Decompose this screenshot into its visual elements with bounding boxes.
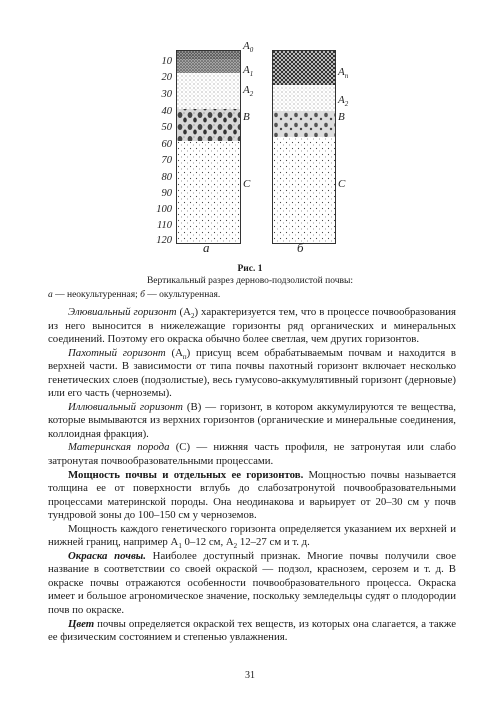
paragraph-horizon-thickness: Мощность каждого генетического горизонта определяется указанием их верхней и нижней границ, например $А_1$ 0–12 см, $А_2$ 12–27 см и т. д.	[48, 522, 456, 551]
paragraph-thickness: Мощность почвы и отдельных ее горизонтов. Мощностью почвы называется толщина ее от поверхности вглубь до слабозатронутой почвообразовательными процессами материнской породы. Она неодинакова и варьирует от 20–30 см у почв тундровой зоны до 100–150 см у черноземов.	[48, 468, 456, 522]
horizon-label-a0: $A_0$	[243, 40, 254, 55]
paragraph-parent-rock: Материнская порода (С) — нижняя часть профиля, не затронутая или слабо затронутая почвообразовательными процессами.	[48, 441, 456, 468]
depth-label: 60	[161, 139, 172, 150]
body-text	[48, 306, 456, 645]
figure-caption-text: Вертикальный разрез дерново-подзолистой почвы:	[146, 276, 354, 286]
paragraph-color-source: Цвет почвы определяется окраской тех веществ, из которых она слагается, а также ее физическим состоянием и степенью увлажнения.	[48, 617, 456, 644]
paragraph-illuvial: Иллювиальный горизонт (В) — горизонт, в котором аккумулируются те вещества, которые вымываются из верхних горизонтов (органические и минеральные соединения, коллоидная фракция).	[48, 400, 456, 440]
depth-label: 50	[161, 122, 172, 133]
paragraph-soil-color: Окраска почвы. Наиболее доступный признак. Многие почвы получили свое название в соответствии со своей окраской — подзол, краснозем, серозем и т. д. В окраске почвы отражаются особенности почвообразовательного процесса. Окраска имеет и большое агрономическое значение, поскольку земледельцы судят о плодородии почв по окраске.	[48, 549, 456, 617]
depth-label: 120	[156, 235, 172, 246]
horizon-label-a2-b: $A_2$	[338, 94, 349, 109]
horizon-label-c: C	[243, 178, 251, 190]
horizon-label-a2: $A_2$	[243, 84, 254, 99]
depth-label: 100	[156, 204, 172, 215]
profile-column-a	[176, 50, 241, 244]
column-label-a: а	[203, 240, 210, 255]
horizon-label-c-b: C	[338, 178, 346, 190]
horizon-label-ap: $A_п$	[338, 66, 349, 81]
horizon-label-a1: $A_1$	[243, 64, 254, 79]
depth-label: 10	[161, 56, 172, 67]
horizon-label-b: B	[243, 111, 250, 123]
figure-legend: а — неокультуренная; б — окультуренная.	[48, 290, 221, 300]
depth-label: 20	[161, 72, 172, 83]
soil-profile-figure	[0, 0, 500, 260]
profile-column-b	[272, 50, 336, 244]
depth-label: 80	[161, 172, 172, 183]
depth-label: 90	[161, 188, 172, 199]
depth-label: 40	[161, 106, 172, 117]
page-number: 31	[245, 670, 255, 681]
column-label-b: б	[297, 240, 304, 255]
paragraph-arable: Пахотный горизонт $(A_п)$ присущ всем обрабатываемым почвам и находится в верхней части. В зависимости от типа почвы пахотный горизонт включает несколько генетических слоев (подзолистые), весь гумусово-аккумулятивный горизонт (дерновые) или его часть (черноземы).	[48, 346, 457, 400]
horizon-label-b-b: B	[338, 111, 345, 123]
paragraph-eluvial: Элювиальный горизонт $(A_2)$ характеризуется тем, что в процессе почвообразования из него выносится в нижележащие горизонты ряд органических и минеральных соединений. Поэтому его окраска обычно более светлая, чем других горизонтов.	[48, 306, 457, 346]
depth-label: 70	[161, 155, 172, 166]
depth-label: 110	[157, 220, 172, 231]
depth-label: 30	[161, 89, 172, 100]
figure-caption-title: Рис. 1	[237, 264, 263, 274]
